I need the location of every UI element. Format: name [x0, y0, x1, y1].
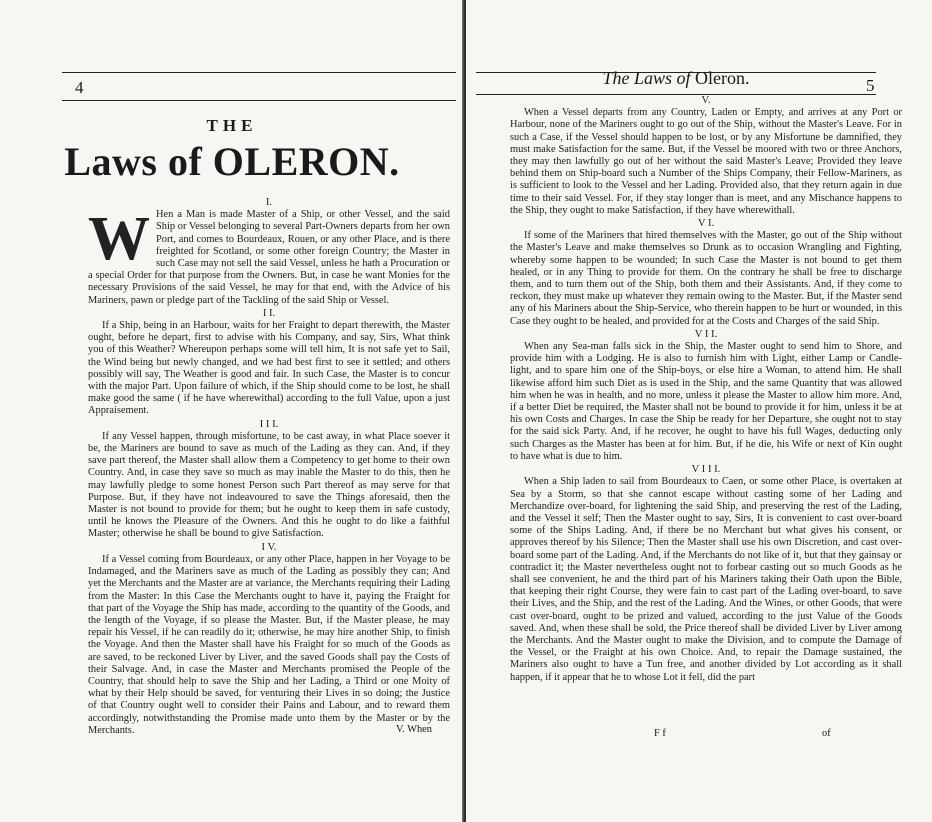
header-rule — [62, 72, 456, 73]
section-number: I I I. — [259, 418, 279, 430]
section-number: V I I. — [694, 328, 718, 340]
signature-mark: F f — [654, 728, 666, 739]
left-page — [0, 0, 464, 822]
page-number: 5 — [866, 76, 875, 95]
section-text: When a Vessel departs from any Country, Laden or Empty, and arrives at any Port or Harbour, none of the Mariners ought to go out of the Ship, without the Master's Leave. For in such a Case, if the Vessel should happen to be lost, or by any Misfortune be damnified, they must make Satisfaction for the same. But, if the Vessel be moored with two or three Anchors, they may then lawfully go out of her without the said Master's Leave; Provided they leave behind them on Ship-board such a Number of the Ships Company, their Fellow-Mariners, as is sufficient to look to the Vessel and her Lading. Provided also, that they return again in due time to their said Vessel. For, if they stay longer than is meet, and any Mischance happens to the Ship, they ought to make Satisfaction, if they have wherewithall. — [510, 107, 902, 216]
catchword: V. When — [396, 724, 432, 735]
heading-small: THE — [206, 116, 258, 135]
right-page — [466, 0, 932, 822]
running-head — [466, 68, 886, 89]
section-number: V I. — [697, 218, 715, 230]
section-number: I. — [265, 197, 273, 208]
section-text: If some of the Mariners that hired themselves with the Master, go out of the Ship without the Master's Leave and make themselves so Drunk as to occasion Wrangling and Fighting, whereby some happen to be wounded; In such Case the Master is not bound to get them healed, or in any Thing to provide for them. On the contrary he shall be free to discharge them, and to turn them out of the Ship, both them and their Assistants. And, if they come to reckon, they must make up whatever they remain owing to the Master. But, if the Master send any of his Mariners about the Ship-Service, who therein happen to be hurt or wounded, in this Case they ought to be healed, and provided for at the Costs and Charges of the said Ship. — [510, 230, 902, 327]
section-text: If a Vessel coming from Bourdeaux, or any other Place, happen in her Voyage to be Indamaged, and the Mariners save as much of the Lading as possibly they can; And yet the Merchants and the Master are at variance, the Merchants requiring their Lading from the Master: In this Case the Merchants ought to have it, paying the Fraight for that part of the Voyage the Ship has made, according to the quantity of the Goods, and the length of the Voyage, if so please the Master. But, if the Master please, he may repair his Vessel, if he can readily do it; otherwise, he may hire another Ship, to finish the Voyage. And then the Master shall have his Fraight for so much of the Goods as are saved, to be reckoned Liver by Liver, and the saved Goods shall pay the Costs of their Salvage. And, in case the Master and Merchants promised the People of the Country, that should help to save the Ship and her Lading, a Third or one Moity of what by their Help should be saved, for venturing their Lives in so doing; the Justice of that Country ought well to consider their Pains and Labour, and to reward them accordingly, notwithstanding the Promise made unto them by the Master or by the Merchants. — [88, 553, 450, 736]
section-number: I V. — [261, 541, 277, 553]
section-text: If a Ship, being in an Harbour, waits for her Fraight to depart therewith, the Master ought, before he depart, first to advise with his Company, and say, Sirs, What think you of this Weather? Whereupon perhaps some will tell him, It is not safe yet to Sail, the Wind being but newly changed, and we had best first to see it settled; and others possibly will say, The Weather is good and fair. In such Case, the Master is to concur with the major Part. Upon failure of which, if the Ship should come to be lost, he shall make good the same ( if he have wherewithal) according to the full Value, upon a just Appraisement. — [88, 320, 450, 417]
catchword: of — [822, 728, 831, 739]
section-text: When any Sea-man falls sick in the Ship, the Master ought to send him to Shore, and provide him with a Lodging. He is also to furnish him with Light, either Lamp or Candle-light, and to spare him one of the Ship-boys, or else hire a Woman, to attend him. He shall likewise afford him such Diet as is used in the Ship, and the same Quantity that was allowed him when he was in health, and no more, unless it please the Master to allow him more. And, if a better Diet be required, the Master shall not be bound to provide it for him, unless it be at his own Costs and Charges. In case the Ship be ready for her Departure, she ought not to stay for the said sick Party. And, if he recover, he ought to have his full Wages, deducting only such Charges as the Master has been at for him. But, if he die, his Wife or next of Kin ought to have what is due to him. — [510, 341, 902, 462]
section-text: If any Vessel happen, through misfortune, to be cast away, in what Place soever it be, the Mariners are bound to save as much of the Lading as they can. And, if they save part thereof, the Master shall allow them a Competency to get home to their own Country. And, in case they save so much as may inable the Master to do this, then he may lawfully pledge to some honest Person such Part thereof as may serve for that Purpose. But, if they have not indeavoured to save the Things aforesaid, then the Master is not bound to provide for them; but he ought to keep them in safe custody, until he knows the Pleasure of the Owners. And this he ought to do like a faithful Master; otherwise he shall be bound to give Satisfaction. — [88, 430, 450, 540]
section-text: Hen a Man is made Master of a Ship, or other Vessel, and the said Ship or Vessel belonging to several Part-Owners departs from her own Port, and comes to Bourdeaux, Rouen, or any other Place, and is there freighted for Scotland, or some other foreign Country; the Master in such Case may not sell the said Vessel, unless he hath a Procuration or a special Order for that purpose from the Owners. But, in case he want Monies for the necessary Provisions of the said Vessel, he may for that end, with the Advice of his Mariners, pawn or pledge part of the Tackling of the said Ship or Vessel. — [88, 209, 450, 306]
drop-cap: W — [88, 205, 150, 274]
running-head-italic: The Laws of — [602, 68, 691, 88]
running-head-caps: Oleron. — [695, 68, 750, 88]
left-page-body — [88, 196, 450, 737]
section-number: V. — [701, 95, 711, 106]
section-number: I I. — [262, 307, 276, 319]
header-rule-lower — [62, 100, 456, 101]
section-text: When a Ship laden to sail from Bourdeaux to Caen, or some other Place, is overtaken at Sea by a Storm, so that she cannot escape without casting some of her Lading and Merchandize over-board, for lightening the said Ship, and preserving the rest of the Lading, and the Vessel it self; Then the Master ought to say, Sirs, It is convenient to cast over-board some of the Ships Lading. And, if there be no Merchant but what gives his consent, or approves thereof by his Silence; Then the Master shall use his own Discretion, and cast over-board some part of the Lading. And, if the Merchants do not like of it, but that they gainsay or contradict it; the Master nevertheless ought not to forbear casting out so much Goods as he shall see convenient, he and the third part of his Mariners taking their Oath upon the Bible, that keeping their right Course, they were fain to cast part of the Lading over-board, to save their Lives, and the Ship, and the rest of the Lading. And the Wines, or other Goods, that were cast over-board, ought to be prized and valued, according to the just Value of the Goods saved. And, when these shall be sold, the Price thereof shall be divided Liver by Liver among the Merchants. And the Master ought to make the Division, and to compute the Damage of the Vessel, or the Fraight at his own Choice. And, to repair the Damage sustained, the Mariners also ought to have a Tun free, and another divided by Lot according as it shall happen, if it appear that he to whose Lot it fell, did the part — [510, 476, 902, 683]
right-page-body — [510, 94, 902, 684]
section-number: V I I I. — [691, 464, 721, 476]
page-number: 4 — [75, 78, 84, 97]
heading-large: Laws of OLERON. — [64, 139, 400, 184]
